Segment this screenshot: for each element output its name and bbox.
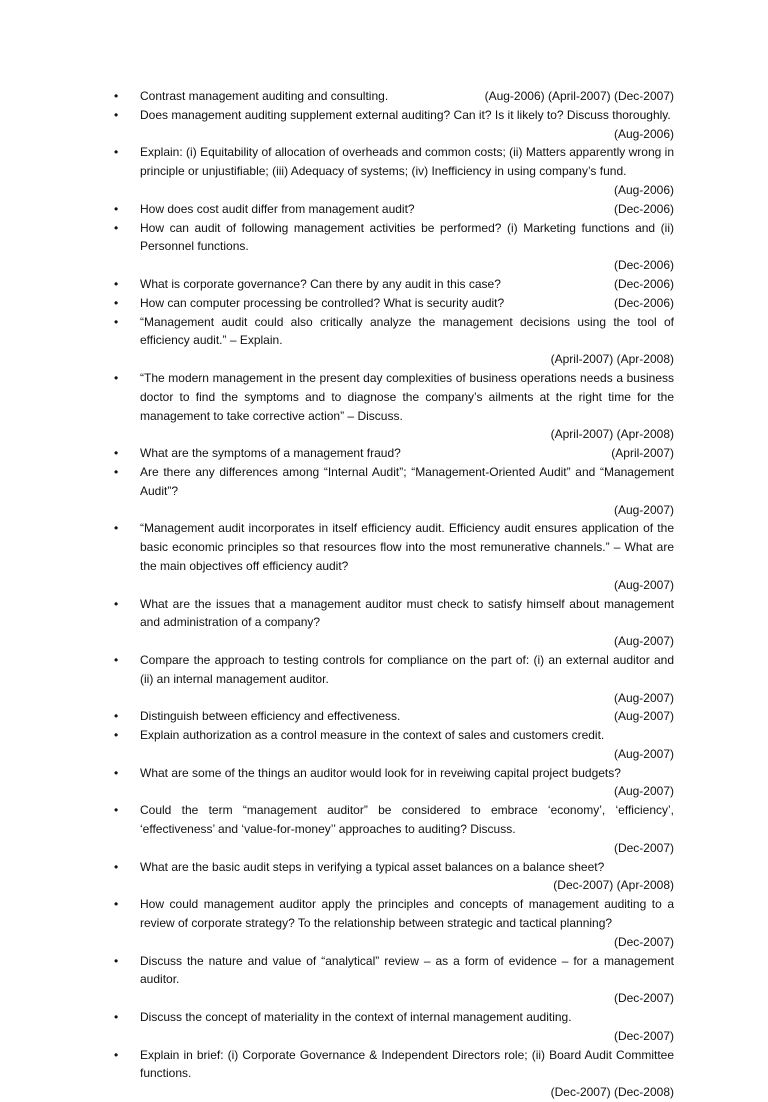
question-text: Discuss the concept of materiality in the context of internal management auditing. bbox=[140, 1010, 572, 1025]
exam-date: (April-2007) (Apr-2008) bbox=[550, 352, 674, 367]
question-text: Distinguish between efficiency and effectiveness. bbox=[140, 709, 401, 724]
exam-date: (Aug-2007) bbox=[613, 746, 674, 761]
question-text: Contrast management auditing and consulting. bbox=[140, 89, 389, 103]
exam-date: (Aug-2007) bbox=[613, 502, 674, 517]
bullet-icon: • bbox=[114, 446, 119, 461]
question-text: Discuss the nature and value of “analytical” review – as a form of evidence – for a management auditor. bbox=[140, 953, 674, 987]
question-text: Does management auditing supplement external auditing? Can it? Is it likely to? Discuss thoroughly. bbox=[140, 107, 671, 122]
question-list bbox=[110, 87, 674, 1102]
bullet-icon: • bbox=[114, 953, 119, 968]
bullet-icon: • bbox=[114, 1047, 119, 1062]
question-item bbox=[110, 313, 674, 369]
bullet-icon: • bbox=[114, 220, 119, 235]
question-item bbox=[110, 200, 674, 219]
exam-date: (Dec-2007) bbox=[613, 991, 674, 1006]
exam-date: (Aug-2007) bbox=[613, 709, 674, 724]
question-text: How does cost audit differ from management audit? bbox=[140, 201, 415, 216]
question-text: What are the issues that a management auditor must check to satisfy himself about management and administration of a company? bbox=[140, 596, 674, 630]
question-text: What are the symptoms of a management fraud? bbox=[140, 446, 401, 461]
question-item bbox=[110, 651, 674, 707]
question-item bbox=[110, 726, 674, 764]
bullet-icon: • bbox=[114, 652, 119, 667]
question-text: “Management audit incorporates in itself efficiency audit. Efficiency audit ensures application of the basic economic principles so that resources flow into the most remunerative channels.” – What are the main objectives off efficiency audit? bbox=[140, 521, 674, 573]
exam-date: (Aug-2006) bbox=[613, 182, 674, 197]
question-text: How could management auditor apply the principles and concepts of management auditing to a review of corporate strategy? To the relationship between strategic and tactical planning? bbox=[140, 897, 674, 931]
question-item bbox=[110, 895, 674, 951]
exam-date: (Aug-2006) bbox=[613, 126, 674, 141]
bullet-icon: • bbox=[114, 107, 119, 122]
bullet-icon: • bbox=[114, 897, 119, 912]
question-text: How can computer processing be controlled? What is security audit? bbox=[140, 295, 505, 310]
bullet-icon: • bbox=[114, 145, 119, 160]
question-item bbox=[110, 952, 674, 1008]
exam-date: (Aug-2007) bbox=[613, 784, 674, 799]
bullet-icon: • bbox=[114, 728, 119, 743]
exam-date: (Dec-2007) (Dec-2008) bbox=[550, 1085, 674, 1100]
bullet-icon: • bbox=[114, 596, 119, 611]
question-item bbox=[110, 219, 674, 275]
exam-date: (Dec-2006) bbox=[613, 295, 674, 310]
question-item bbox=[110, 1046, 674, 1102]
question-text: Explain: (i) Equitability of allocation of overheads and common costs; (ii) Matters apparently wrong in principle or unjustifiable; (iii) Adequacy of systems; (iv) Inefficiency in using company’s fund. bbox=[140, 145, 674, 179]
exam-date: (Dec-2006) bbox=[613, 276, 674, 291]
question-text: Compare the approach to testing controls for compliance on the part of: (i) an external auditor and (ii) an internal management auditor. bbox=[140, 652, 674, 686]
question-text: Are there any differences among “Internal Audit”; “Management-Oriented Audit” and “Management Audit”? bbox=[140, 464, 674, 498]
bullet-icon: • bbox=[114, 1010, 119, 1025]
question-item bbox=[110, 595, 674, 651]
question-item bbox=[110, 275, 674, 294]
bullet-icon: • bbox=[114, 276, 119, 291]
bullet-icon: • bbox=[114, 295, 119, 310]
question-item bbox=[110, 369, 674, 444]
question-item bbox=[110, 801, 674, 857]
question-item bbox=[110, 444, 674, 463]
exam-date: (April-2007) bbox=[611, 446, 674, 461]
question-text: Could the term “management auditor” be considered to embrace ‘economy’, ‘efficiency’, ‘effectiveness’ and ‘value-for-money’’ approaches to auditing? Discuss. bbox=[140, 803, 674, 837]
bullet-icon: • bbox=[114, 709, 119, 724]
question-item bbox=[110, 858, 674, 896]
bullet-icon: • bbox=[114, 521, 119, 536]
bullet-icon: • bbox=[114, 464, 119, 479]
bullet-icon: • bbox=[114, 314, 119, 329]
bullet-icon: • bbox=[114, 89, 119, 103]
question-text: What are some of the things an auditor would look for in reveiwing capital project budgets? bbox=[140, 765, 621, 780]
question-item bbox=[110, 707, 674, 726]
question-text: How can audit of following management activities be performed? (i) Marketing functions and (ii) Personnel functions. bbox=[140, 220, 674, 254]
bullet-icon: • bbox=[114, 201, 119, 216]
question-item bbox=[110, 143, 674, 199]
exam-date: (Aug-2007) bbox=[613, 690, 674, 705]
bullet-icon: • bbox=[114, 370, 119, 385]
exam-date: (Dec-2007) bbox=[613, 840, 674, 855]
exam-date: (Dec-2007) bbox=[613, 934, 674, 949]
question-text: “The modern management in the present day complexities of business operations needs a business doctor to find the symptoms and to diagnose the company’s ailments at the right time for the management to take corrective action” – Discuss. bbox=[140, 370, 674, 423]
question-item bbox=[110, 519, 674, 594]
question-item bbox=[110, 87, 674, 106]
question-item bbox=[110, 1008, 674, 1046]
exam-date: (Dec-2007) (Apr-2008) bbox=[553, 878, 674, 893]
question-text: “Management audit could also critically analyze the management decisions using the tool of efficiency audit.” – Explain. bbox=[140, 314, 674, 348]
question-item bbox=[110, 294, 674, 313]
bullet-icon: • bbox=[114, 765, 119, 780]
exam-date: (Aug-2007) bbox=[613, 634, 674, 649]
exam-date: (Dec-2006) bbox=[613, 201, 674, 216]
question-text: Explain in brief: (i) Corporate Governance & Independent Directors role; (ii) Board Audit Committee functions. bbox=[140, 1047, 674, 1081]
exam-date: (Dec-2007) bbox=[613, 1028, 674, 1043]
exam-date: (Dec-2006) bbox=[613, 258, 674, 273]
exam-date: (Aug-2006) (April-2007) (Dec-2007) bbox=[484, 89, 674, 103]
exam-date: (April-2007) (Apr-2008) bbox=[550, 427, 674, 442]
bullet-icon: • bbox=[114, 859, 119, 874]
question-text: Explain authorization as a control measure in the context of sales and customers credit. bbox=[140, 728, 605, 743]
question-item bbox=[110, 764, 674, 802]
question-item bbox=[110, 106, 674, 144]
question-text: What is corporate governance? Can there by any audit in this case? bbox=[140, 276, 501, 291]
question-text: What are the basic audit steps in verifying a typical asset balances on a balance sheet? bbox=[140, 859, 605, 874]
question-item bbox=[110, 463, 674, 519]
exam-date: (Aug-2007) bbox=[613, 577, 674, 592]
bullet-icon: • bbox=[114, 803, 119, 818]
